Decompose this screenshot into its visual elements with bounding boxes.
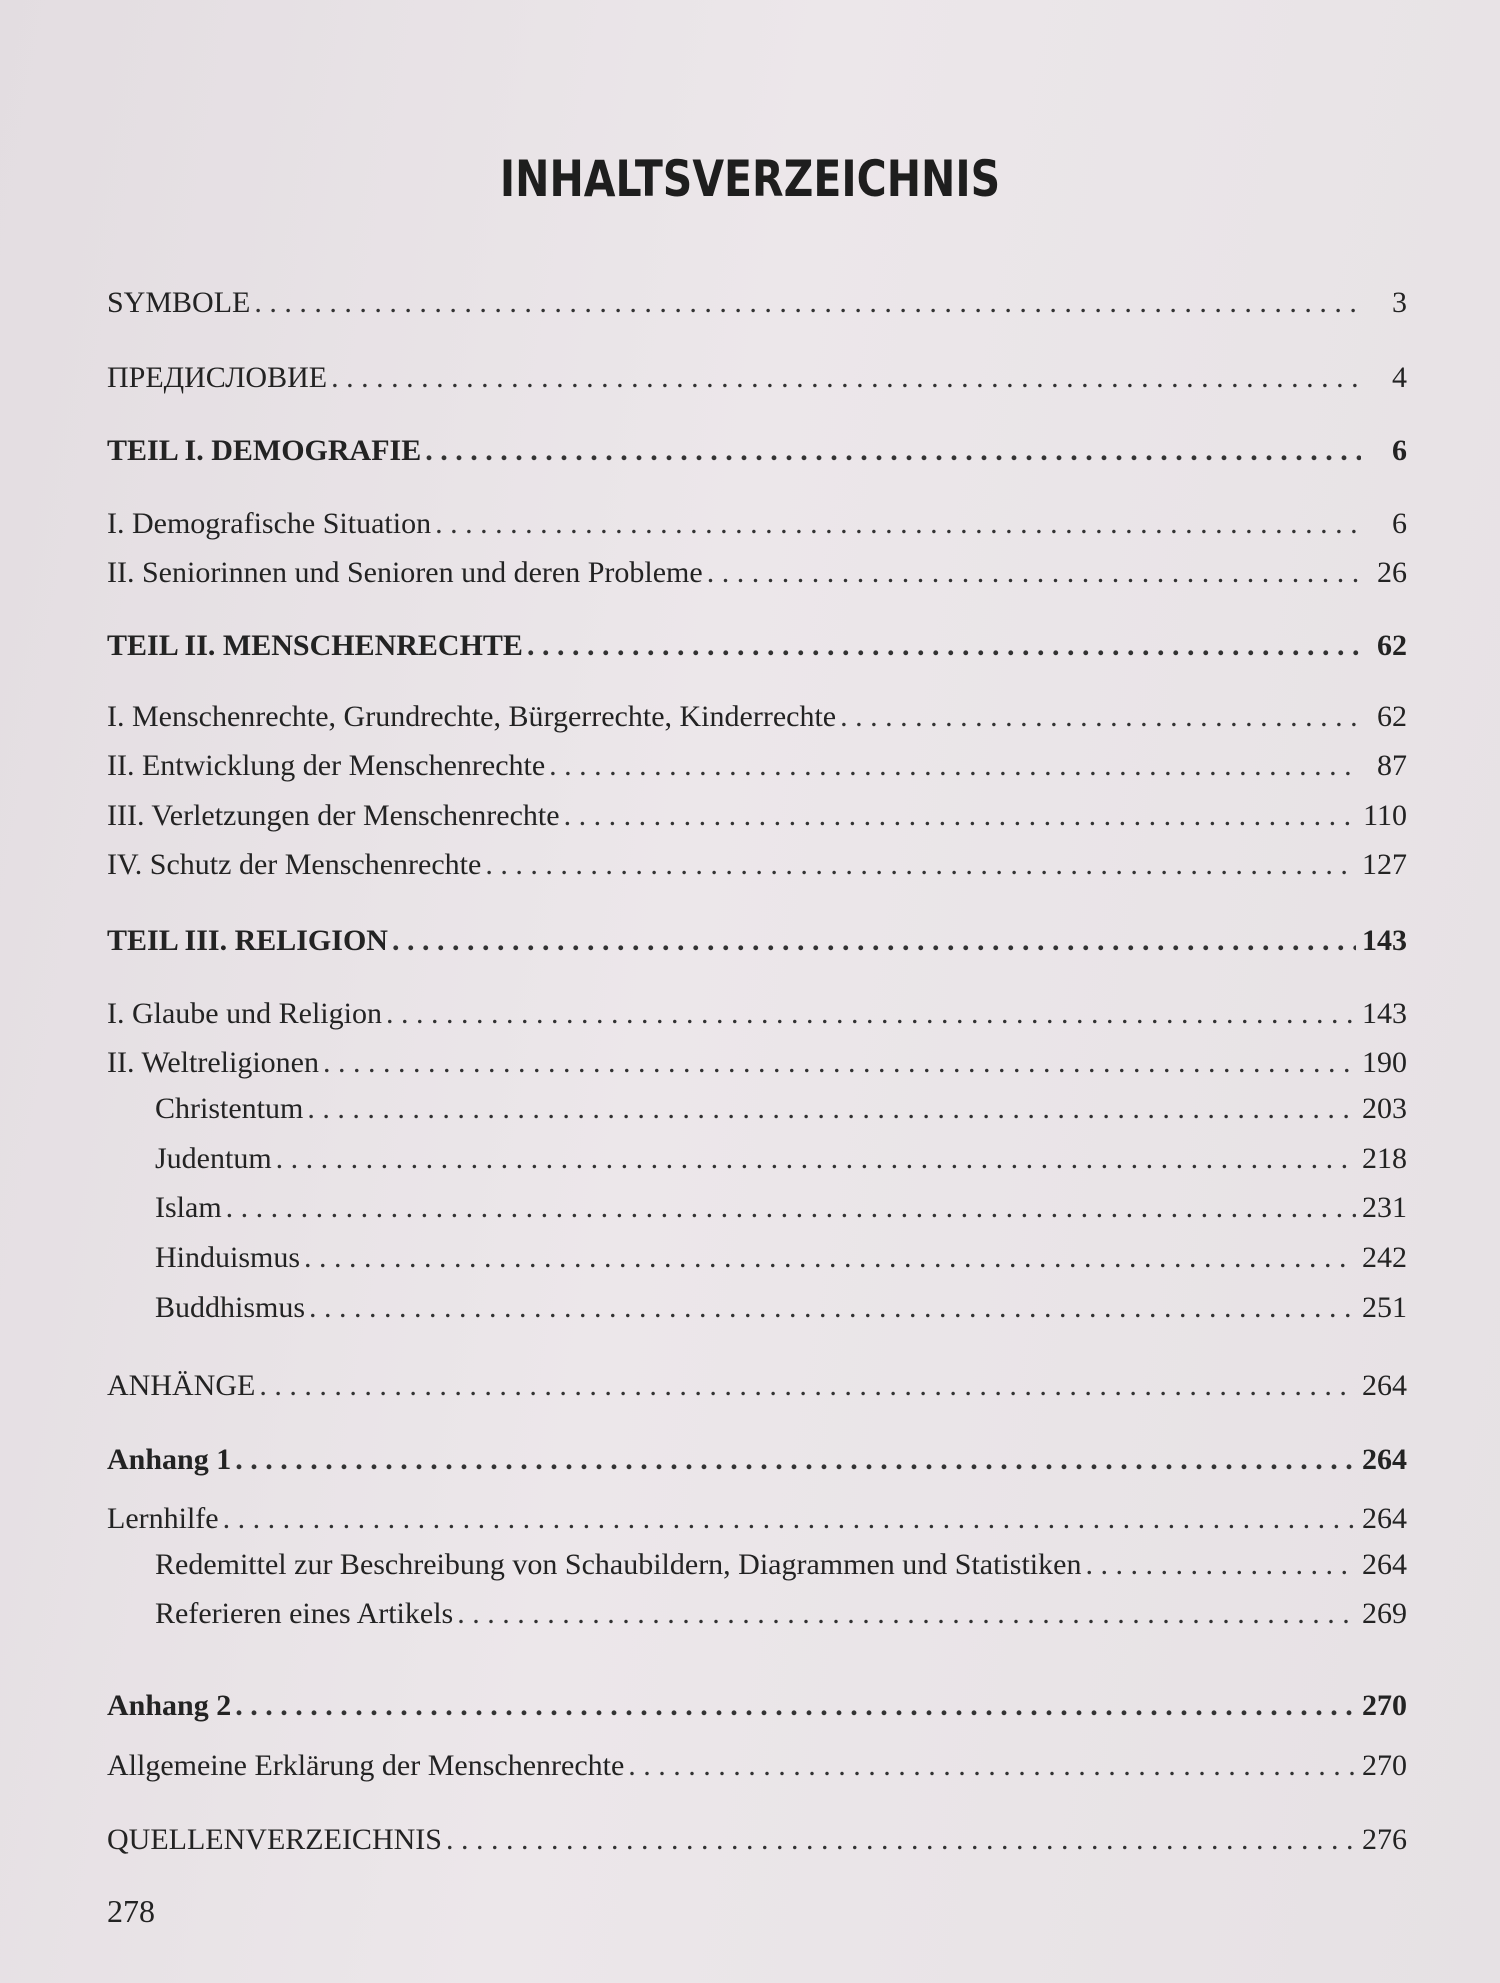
- toc-entry: [107, 990, 1407, 1038]
- dot-leader: [485, 841, 1356, 889]
- toc-entry-page: 242: [1362, 1241, 1407, 1274]
- toc-entry-title: Anhang 1: [107, 1443, 232, 1476]
- toc-part-demografie: [107, 427, 1407, 475]
- toc-entry: [107, 792, 1407, 840]
- dot-leader: [527, 622, 1361, 670]
- toc-entry-page: 3: [1392, 286, 1407, 319]
- toc-entry-title: QUELLENVERZEICHNIS: [107, 1823, 442, 1856]
- dot-leader: [331, 354, 1361, 402]
- toc-entry-page: 264: [1362, 1502, 1407, 1535]
- dot-leader: [235, 1436, 1356, 1484]
- toc-entry-symbole: [107, 279, 1407, 327]
- toc-entry-page: 26: [1377, 556, 1407, 589]
- dot-leader: [435, 500, 1361, 548]
- toc-entry-title: SYMBOLE: [107, 286, 251, 319]
- toc-entry-page: 276: [1362, 1823, 1407, 1856]
- toc-entry-page: 264: [1362, 1548, 1407, 1581]
- toc-entry-page: 203: [1362, 1092, 1407, 1125]
- toc-entry-title: Islam: [155, 1191, 222, 1224]
- toc-entry-title: TEIL I. DEMOGRAFIE: [107, 434, 422, 467]
- toc-entry-page: 4: [1392, 361, 1407, 394]
- dot-leader: [564, 792, 1358, 840]
- toc-entry-quellenverzeichnis: [107, 1816, 1407, 1864]
- toc-entry-page: 270: [1362, 1689, 1407, 1722]
- toc-entry: [107, 742, 1407, 790]
- dot-leader: [457, 1590, 1356, 1638]
- toc-subentry: [155, 1590, 1407, 1638]
- toc-entry-title: Anhang 2: [107, 1689, 232, 1722]
- toc-entry-page: 87: [1377, 749, 1407, 782]
- dot-leader: [304, 1234, 1356, 1282]
- toc-entry-page: 62: [1377, 700, 1407, 733]
- toc-entry: [107, 500, 1407, 548]
- toc-entry-page: 251: [1362, 1291, 1407, 1324]
- dot-leader: [1085, 1541, 1356, 1589]
- toc-entry-title: II. Seniorinnen und Senioren und deren Probleme: [107, 556, 703, 589]
- toc-entry-page: 127: [1362, 848, 1407, 881]
- toc-entry-title: Judentum: [155, 1142, 272, 1175]
- dot-leader: [386, 990, 1356, 1038]
- toc-entry-page: 62: [1377, 629, 1407, 662]
- dot-leader: [425, 427, 1361, 475]
- toc-entry-page: 143: [1362, 924, 1407, 957]
- toc-subentry: [155, 1135, 1407, 1183]
- dot-leader: [549, 742, 1361, 790]
- toc-subentry: [155, 1085, 1407, 1133]
- toc-entry-title: Christentum: [155, 1092, 304, 1125]
- toc-entry-title: IV. Schutz der Menschenrechte: [107, 848, 482, 881]
- toc-entry-title: Lernhilfe: [107, 1502, 219, 1535]
- toc-entry: [107, 1039, 1407, 1087]
- toc-entry-title: I. Demografische Situation: [107, 507, 432, 540]
- toc-subentry: [155, 1234, 1407, 1282]
- toc-entry: [107, 693, 1407, 741]
- toc-entry-page: 6: [1392, 507, 1407, 540]
- dot-leader: [707, 549, 1361, 597]
- dot-leader: [309, 1284, 1356, 1332]
- dot-leader: [226, 1184, 1356, 1232]
- toc-entry-page: 190: [1362, 1046, 1407, 1079]
- toc-entry-title: Referieren eines Artikels: [155, 1597, 454, 1630]
- toc-entry-page: 143: [1362, 997, 1407, 1030]
- toc-entry: [107, 1742, 1407, 1790]
- toc-entry-anhaenge: [107, 1362, 1407, 1410]
- toc-entry-predislovie: [107, 354, 1407, 402]
- toc-entry: [107, 841, 1407, 889]
- toc-entry-page: 218: [1362, 1142, 1407, 1175]
- dot-leader: [392, 917, 1356, 965]
- toc-entry-anhang-2: [107, 1682, 1407, 1730]
- dot-leader: [446, 1816, 1356, 1864]
- toc-entry-title: ПРЕДИСЛОВИЕ: [107, 361, 328, 394]
- toc-entry-title: II. Weltreligionen: [107, 1046, 319, 1079]
- toc-entry: [107, 1495, 1407, 1543]
- toc-entry-page: 270: [1362, 1749, 1407, 1782]
- toc-entry: [107, 549, 1407, 597]
- dot-leader: [307, 1085, 1356, 1133]
- toc-entry-anhang-1: [107, 1436, 1407, 1484]
- dot-leader: [323, 1039, 1356, 1087]
- dot-leader: [276, 1135, 1356, 1183]
- dot-leader: [223, 1495, 1356, 1543]
- toc-part-menschenrechte: [107, 622, 1407, 670]
- dot-leader: [254, 279, 1361, 327]
- toc-entry-title: I. Glaube und Religion: [107, 997, 382, 1030]
- dot-leader: [235, 1682, 1356, 1730]
- dot-leader: [259, 1362, 1356, 1410]
- toc-entry-page: 269: [1362, 1597, 1407, 1630]
- toc-subentry: [155, 1284, 1407, 1332]
- toc-entry-title: II. Entwicklung der Menschenrechte: [107, 749, 546, 782]
- toc-entry-title: TEIL II. MENSCHENRECHTE: [107, 629, 523, 662]
- toc-entry-title: I. Menschenrechte, Grundrechte, Bürgerrechte, Kinderrechte: [107, 700, 837, 733]
- toc-entry-title: Buddhismus: [155, 1291, 306, 1324]
- toc-entry-title: TEIL III. RELIGION: [107, 924, 388, 957]
- page-title: INHALTSVERZEICHNIS: [499, 150, 1001, 208]
- dot-leader: [840, 693, 1361, 741]
- toc-entry-page: 264: [1362, 1369, 1407, 1402]
- toc-entry-title: Allgemeine Erklärung der Menschenrechte: [107, 1749, 625, 1782]
- page-number: 278: [107, 1893, 155, 1929]
- toc-entry-page: 110: [1363, 799, 1407, 832]
- toc-entry-page: 6: [1392, 434, 1407, 467]
- toc-entry-page: 264: [1362, 1443, 1407, 1476]
- toc-entry-page: 231: [1362, 1191, 1407, 1224]
- toc-subentry: [155, 1184, 1407, 1232]
- toc-part-religion: [107, 917, 1407, 965]
- toc-entry-title: III. Verletzungen der Menschenrechte: [107, 799, 560, 832]
- toc-entry-title: Hinduismus: [155, 1241, 301, 1274]
- toc-entry-title: Redemittel zur Beschreibung von Schaubildern, Diagrammen und Statistiken: [155, 1548, 1082, 1581]
- dot-leader: [628, 1742, 1356, 1790]
- toc-entry-title: ANHÄNGE: [107, 1369, 256, 1402]
- toc-subentry: [155, 1541, 1407, 1589]
